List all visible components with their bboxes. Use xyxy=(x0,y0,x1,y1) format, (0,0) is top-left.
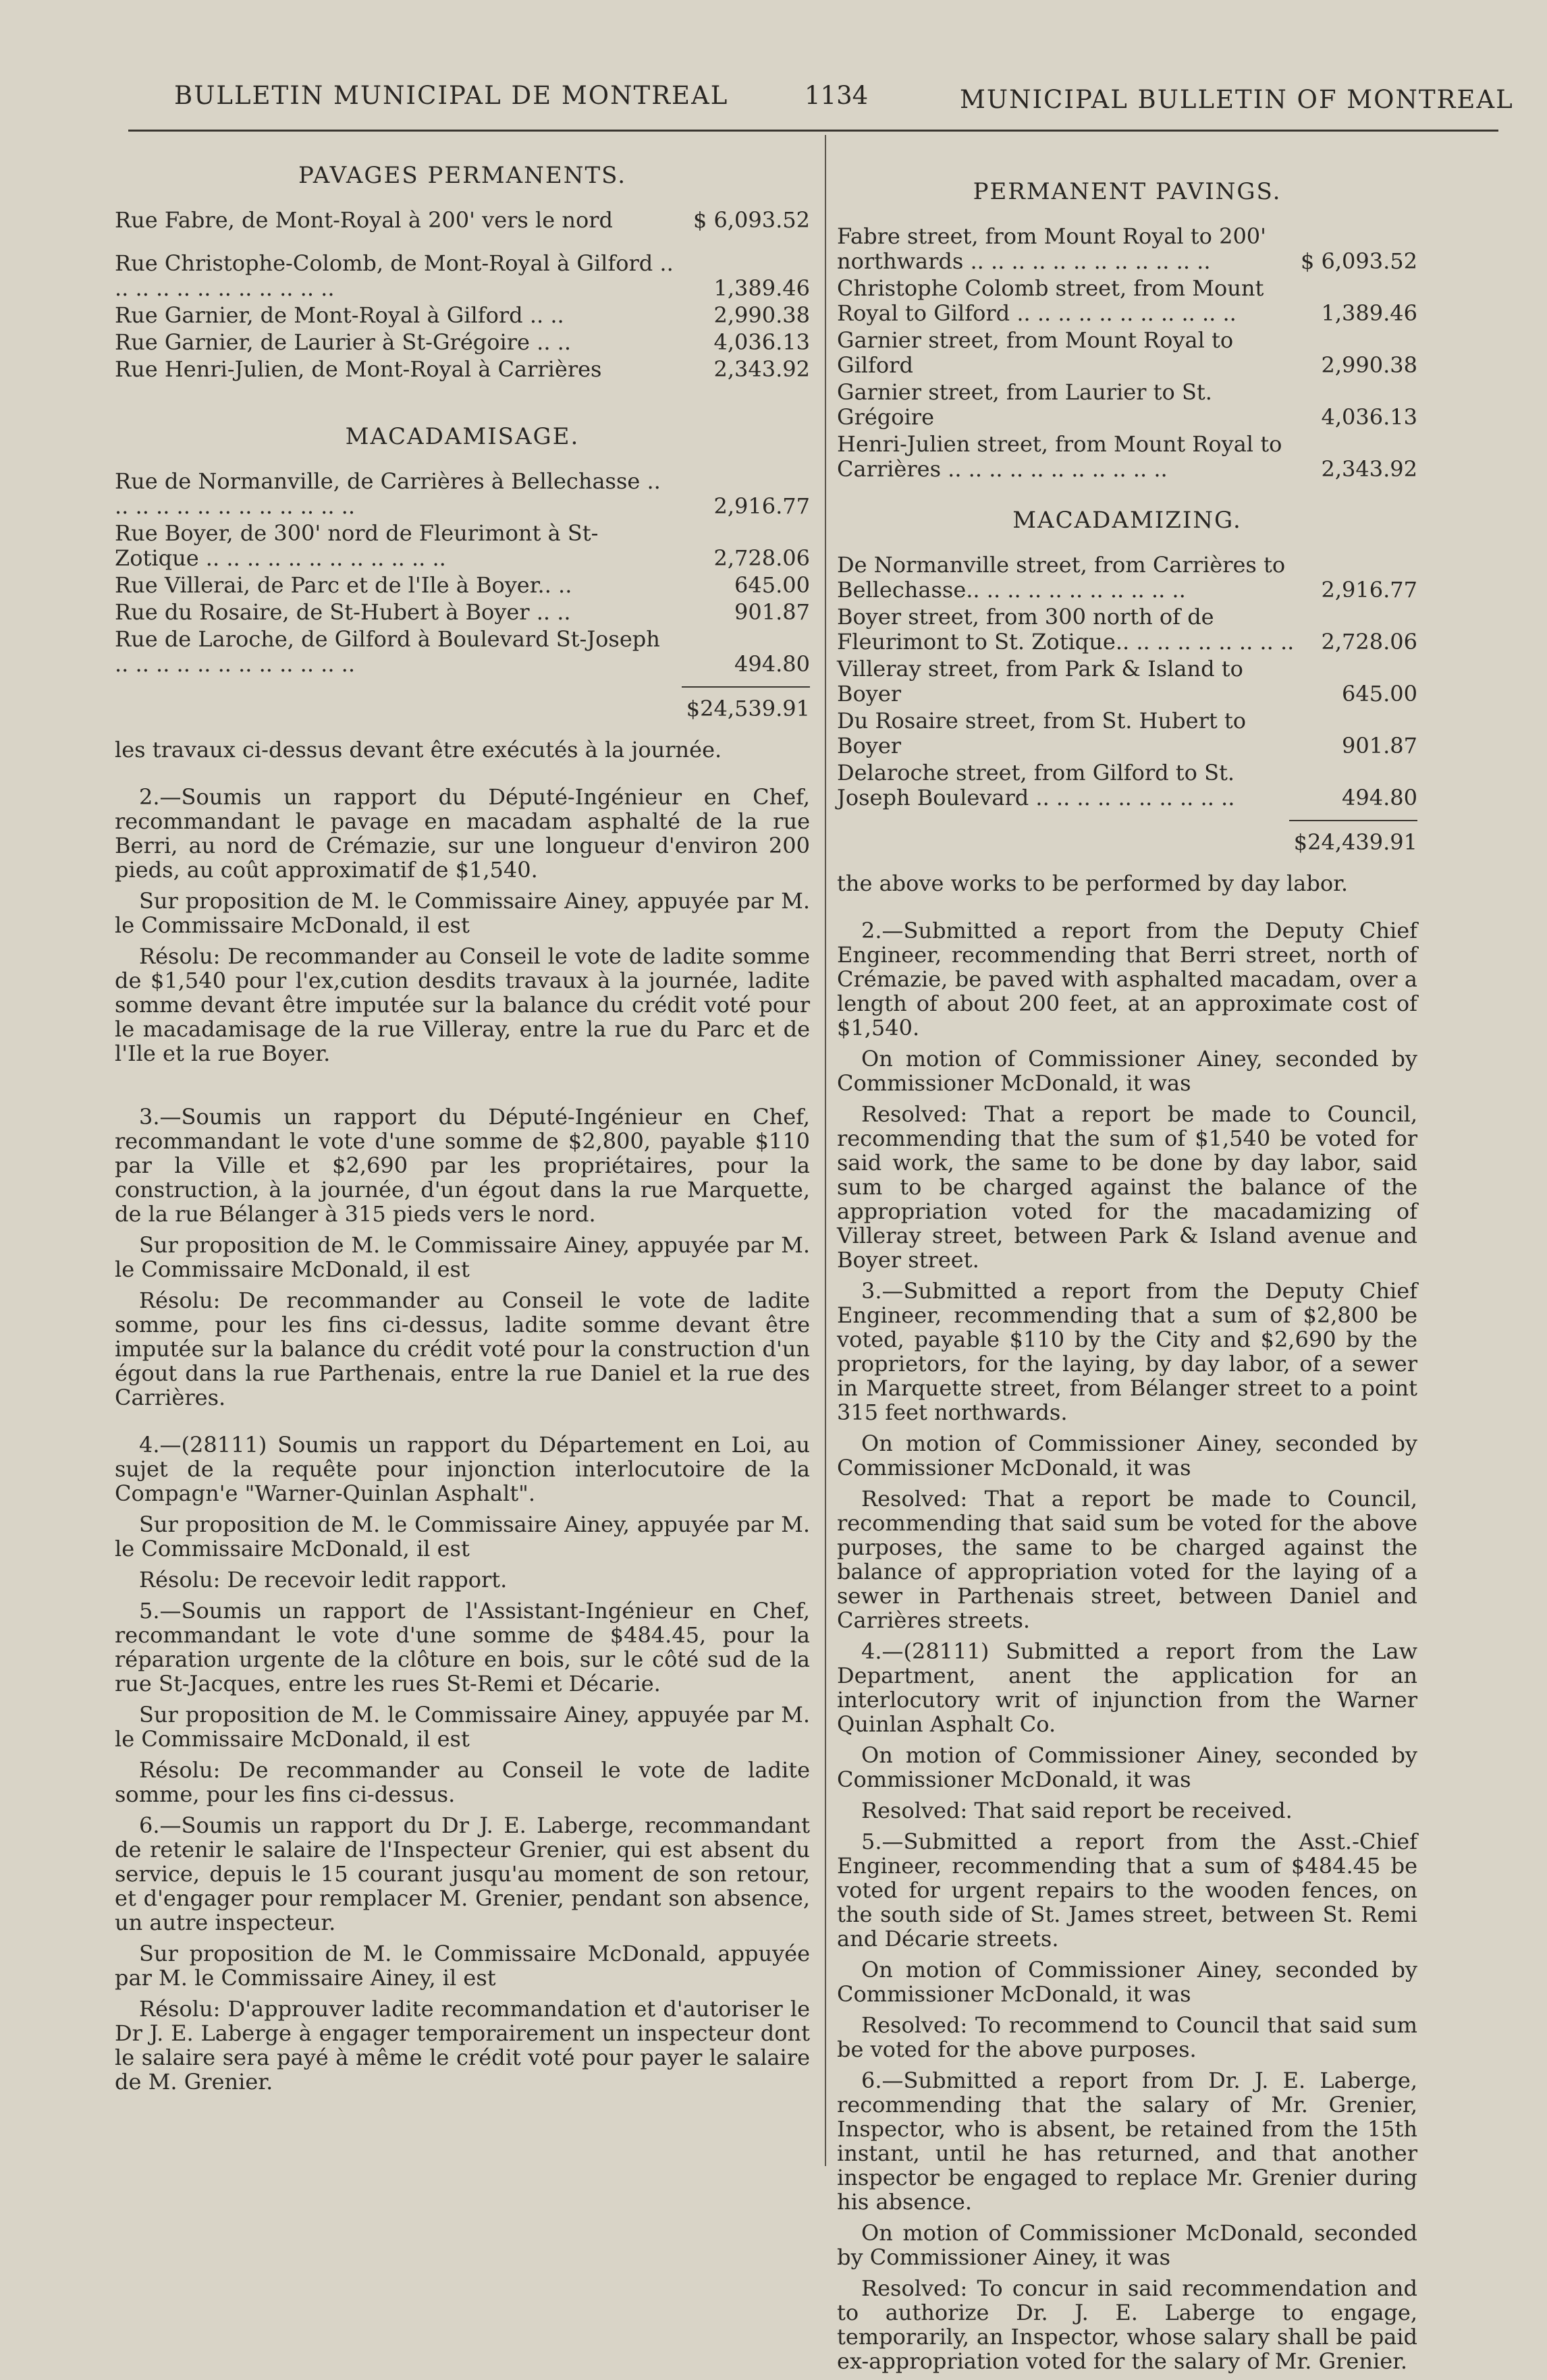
list-item xyxy=(115,469,810,519)
total-rule xyxy=(682,686,810,688)
paragraph: Resolved: That said report be received. xyxy=(861,1798,1293,1823)
item-text: Henri-Julien street, from Mount Royal to Carrières .. .. .. .. .. .. .. .. .. .. .. xyxy=(837,431,1282,482)
list-item xyxy=(837,605,1417,655)
list-item xyxy=(837,657,1417,707)
item-text: Rue du Rosaire, de St-Hubert à Boyer .. .. xyxy=(115,599,571,625)
page-header xyxy=(0,76,1547,123)
item-text: Du Rosaire street, from St. Hubert to Boyer xyxy=(837,708,1247,758)
item-text: Fabre street, from Mount Royal to 200' northwards .. .. .. .. .. .. .. .. .. .. .. .. xyxy=(837,223,1266,274)
item-amount: 1,389.46 xyxy=(713,275,810,301)
paragraph: Sur proposition de M. le Commissaire McDonald, appuyée par M. le Commissaire Ainey, il est xyxy=(115,1941,810,1991)
item-text: Boyer street, from 300 north of de Fleurimont to St. Zotique.. .. .. .. .. .. .. .. .. xyxy=(837,604,1295,655)
paragraph: Sur proposition de M. le Commissaire Ainey, appuyée par M. le Commissaire McDonald, il est xyxy=(115,1232,810,1282)
paragraph: Resolved: That a report be made to Council, recommending that the sum of $1,540 be voted for said work, the same to be done by day labor, said sum to be charged against the balance of the appropriation voted for the macadamizing of Villeray street, between Park & Island avenue and Boyer street. xyxy=(837,1101,1417,1273)
total-amount: $24,539.91 xyxy=(686,696,810,721)
list-item xyxy=(837,760,1417,810)
item-amount: 2,728.06 xyxy=(1321,629,1417,655)
column-divider xyxy=(825,135,826,2166)
item-amount: 2,916.77 xyxy=(713,493,810,519)
item-text: Garnier street, from Laurier to St. Grégoire xyxy=(837,379,1212,430)
item-amount: 645.00 xyxy=(1342,681,1417,707)
list-item xyxy=(115,521,810,571)
list-item xyxy=(115,600,810,625)
header-rule xyxy=(128,130,1498,132)
item-text: Rue de Normanville, de Carrières à Bellechasse .. .. .. .. .. .. .. .. .. .. .. .. .. xyxy=(115,468,661,519)
item-amount: 2,343.92 xyxy=(713,356,810,382)
item-text: Villeray street, from Park & Island to Boyer xyxy=(837,656,1243,707)
section-title-macadam: MACADAMISAGE. xyxy=(345,423,580,450)
item-text: Delaroche street, from Gilford to St. Joseph Boulevard .. .. .. .. .. .. .. .. .. .. xyxy=(837,760,1235,810)
item-amount: $ 6,093.52 xyxy=(693,207,810,233)
page-number: 1134 xyxy=(805,81,869,110)
item-text: Rue Villerai, de Parc et de l'Ile à Boyer.. .. xyxy=(115,572,572,598)
item-amount: 2,728.06 xyxy=(713,545,810,571)
paragraph: 3.—Submitted a report from the Deputy Chief Engineer, recommending that a sum of $2,800 be voted, payable $110 by the City and $2,690 by the proprietors, for the laying, by day labor, of a sewer in Marquette street, from Bélanger street to a point 315 feet northwards. xyxy=(837,1278,1417,1425)
item-amount: 4,036.13 xyxy=(1321,404,1417,430)
paragraph: Resolved: To recommend to Council that said sum be voted for the above purposes. xyxy=(837,2012,1417,2062)
french-column xyxy=(115,155,810,2101)
list-item xyxy=(115,627,810,677)
list-item xyxy=(115,251,810,301)
list-item xyxy=(837,553,1417,603)
paragraph: Resolved: To concur in said recommendation and to authorize Dr. J. E. Laberge to engage, temporarily, an Inspector, whose salary shall be paid ex-appropriation voted for the salary of Mr. Grenier. xyxy=(837,2275,1417,2374)
list-item xyxy=(115,357,810,382)
list-item xyxy=(115,208,810,233)
list-item xyxy=(837,276,1417,326)
item-amount: 1,389.46 xyxy=(1321,300,1417,326)
paragraph: Resolved: That a report be made to Council, recommending that said sum be voted for the above purposes, the same to be charged against the balance of appropriation voted for the laying of a sewer in Parthenais street, between Daniel and Carrières streets. xyxy=(837,1486,1417,1633)
paragraph: On motion of Commissioner Ainey, seconded by Commissioner McDonald, it was xyxy=(837,1046,1417,1096)
paragraph: 6.—Submitted a report from Dr. J. E. Laberge, recommending that the salary of Mr. Grenier, Inspector, who is absent, be retained from the 15th instant, until he has returned, and that another inspector be engaged to replace Mr. Grenier during his absence. xyxy=(837,2068,1417,2215)
total-rule xyxy=(1289,820,1417,821)
paragraph: 6.—Soumis un rapport du Dr J. E. Laberge, recommandant de retenir le salaire de l'Inspecteur Grenier, qui est absent du service, depuis le 15 courant jusqu'au moment de son retour, et d'engager pour remplacer M. Grenier, pendant son absence, un autre inspecteur. xyxy=(115,1812,810,1935)
item-text: Rue Fabre, de Mont-Royal à 200' vers le nord xyxy=(115,207,614,233)
paragraph: the above works to be performed by day labor. xyxy=(837,870,1349,896)
item-text: Rue Christophe-Colomb, de Mont-Royal à Gilford .. .. .. .. .. .. .. .. .. .. .. .. xyxy=(115,250,674,301)
paragraph: Résolu: De recommander au Conseil le vote de ladite somme, pour les fins ci-dessus, ladite somme devant être imputée sur la balance du crédit voté pour la construction d'un égout dans la rue Parthenais, entre la rue Daniel et la rue des Carrières. xyxy=(115,1288,810,1410)
item-text: Rue Garnier, de Laurier à St-Grégoire .. .. xyxy=(115,329,572,355)
total-amount: $24,439.91 xyxy=(1293,829,1417,855)
item-amount: 901.87 xyxy=(1342,733,1417,758)
item-amount: 494.80 xyxy=(734,651,810,677)
item-text: Christophe Colomb street, from Mount Royal to Gilford .. .. .. .. .. .. .. .. .. .. .. xyxy=(837,275,1264,326)
list-item xyxy=(115,303,810,328)
paragraph: 4.—(28111) Soumis un rapport du Département en Loi, au sujet de la requête pour injonction interlocutoire de la Compagn'e "Warner-Quinlan Asphalt". xyxy=(115,1432,810,1506)
paragraph: 2.—Soumis un rapport du Député-Ingénieur en Chef, recommandant le pavage en macadam asphalté de la rue Berri, au nord de Crémazie, sur une longueur d'environ 200 pieds, au coût approximatif de $1,540. xyxy=(115,784,810,883)
paragraph: On motion of Commissioner Ainey, seconded by Commissioner McDonald, it was xyxy=(837,1957,1417,2007)
paragraph: 5.—Soumis un rapport de l'Assistant-Ingénieur en Chef, recommandant le vote d'une somme de $484.45, pour la réparation urgente de la clôture en bois, sur le côté sud de la rue St-Jacques, entre les rues St-Remi et Décarie. xyxy=(115,1598,810,1696)
paragraph: On motion of Commissioner McDonald, seconded by Commissioner Ainey, it was xyxy=(837,2220,1417,2270)
list-item xyxy=(115,573,810,598)
list-item xyxy=(115,330,810,355)
paragraph: Sur proposition de M. le Commissaire Ainey, appuyée par M. le Commissaire McDonald, il est xyxy=(115,1702,810,1752)
header-title-en: MUNICIPAL BULLETIN OF MONTREAL xyxy=(960,85,1514,114)
paragraph: On motion of Commissioner Ainey, seconded by Commissioner McDonald, it was xyxy=(837,1431,1417,1480)
paragraph: 4.—(28111) Submitted a report from the Law Department, anent the application for an interlocutory writ of injunction from the Warner Quinlan Asphalt Co. xyxy=(837,1638,1417,1737)
list-item xyxy=(837,432,1417,482)
item-amount: 2,990.38 xyxy=(713,302,810,328)
paragraph: 3.—Soumis un rapport du Député-Ingénieur en Chef, recommandant le vote d'une somme de $2,800, payable $110 par la Ville et $2,690 par les propriétaires, pour la construction, à la journée, d'un égout dans la rue Marquette, de la rue Bélanger à 315 pieds vers le nord. xyxy=(115,1104,810,1227)
item-amount: 4,036.13 xyxy=(713,329,810,355)
paragraph: Sur proposition de M. le Commissaire Ainey, appuyée par M. le Commissaire McDonald, il est xyxy=(115,888,810,938)
item-text: Garnier street, from Mount Royal to Gilford xyxy=(837,327,1234,378)
paragraph: 2.—Submitted a report from the Deputy Chief Engineer, recommending that Berri street, north of Crémazie, be paved with asphalted macadam, over a length of about 200 feet, at an approximate cost of $1,540. xyxy=(837,918,1417,1041)
section-title-pavings: PERMANENT PAVINGS. xyxy=(973,178,1282,205)
item-amount: 645.00 xyxy=(734,572,810,598)
section-title-macadamizing: MACADAMIZING. xyxy=(1012,507,1242,534)
list-item xyxy=(837,328,1417,378)
item-text: Rue Garnier, de Mont-Royal à Gilford .. .. xyxy=(115,302,564,328)
item-amount: 2,990.38 xyxy=(1321,352,1417,378)
paragraph: Résolu: De recommander au Conseil le vote de ladite somme de $1,540 pour l'ex,cution desdits travaux à la journée, ladite somme devant être imputée sur la balance du crédit voté pour le macadamisage de la rue Villeray, entre la rue du Parc et de l'Ile et la rue Boyer. xyxy=(115,943,810,1066)
item-amount: 2,916.77 xyxy=(1321,577,1417,603)
paragraph: Résolu: De recommander au Conseil le vote de ladite somme, pour les fins ci-dessus. xyxy=(115,1757,810,1807)
list-item xyxy=(837,380,1417,430)
list-item xyxy=(837,709,1417,758)
item-text: Rue Boyer, de 300' nord de Fleurimont à St-Zotique .. .. .. .. .. .. .. .. .. .. .. .. xyxy=(115,520,599,571)
item-amount: 901.87 xyxy=(734,599,810,625)
header-title-fr: BULLETIN MUNICIPAL DE MONTREAL xyxy=(174,81,729,110)
item-amount: 494.80 xyxy=(1342,785,1417,810)
list-item xyxy=(837,224,1417,274)
english-column xyxy=(837,155,1417,2380)
item-text: Rue Henri-Julien, de Mont-Royal à Carrières xyxy=(115,356,602,382)
section-title-pavages: PAVAGES PERMANENTS. xyxy=(298,162,627,189)
paragraph: Sur proposition de M. le Commissaire Ainey, appuyée par M. le Commissaire McDonald, il est xyxy=(115,1512,810,1561)
paragraph: On motion of Commissioner Ainey, seconded by Commissioner McDonald, it was xyxy=(837,1742,1417,1792)
paragraph: les travaux ci-dessus devant être exécutés à la journée. xyxy=(115,737,722,763)
paragraph: Résolu: De recevoir ledit rapport. xyxy=(139,1567,508,1593)
item-text: Rue de Laroche, de Gilford à Boulevard St-Joseph .. .. .. .. .. .. .. .. .. .. .. .. xyxy=(115,626,660,677)
item-text: De Normanville street, from Carrières to Bellechasse.. .. .. .. .. .. .. .. .. .. .. xyxy=(837,552,1286,603)
item-amount: $ 6,093.52 xyxy=(1300,248,1417,274)
item-amount: 2,343.92 xyxy=(1321,456,1417,482)
paragraph: Résolu: D'approuver ladite recommandation et d'autoriser le Dr J. E. Laberge à engager temporairement un inspecteur dont le salaire sera payé à même le crédit voté pour payer le salaire de M. Grenier. xyxy=(115,1996,810,2095)
paragraph: 5.—Submitted a report from the Asst.-Chief Engineer, recommending that a sum of $484.45 be voted for urgent repairs to the wooden fences, on the south side of St. James street, between St. Remi and Décarie streets. xyxy=(837,1829,1417,1952)
